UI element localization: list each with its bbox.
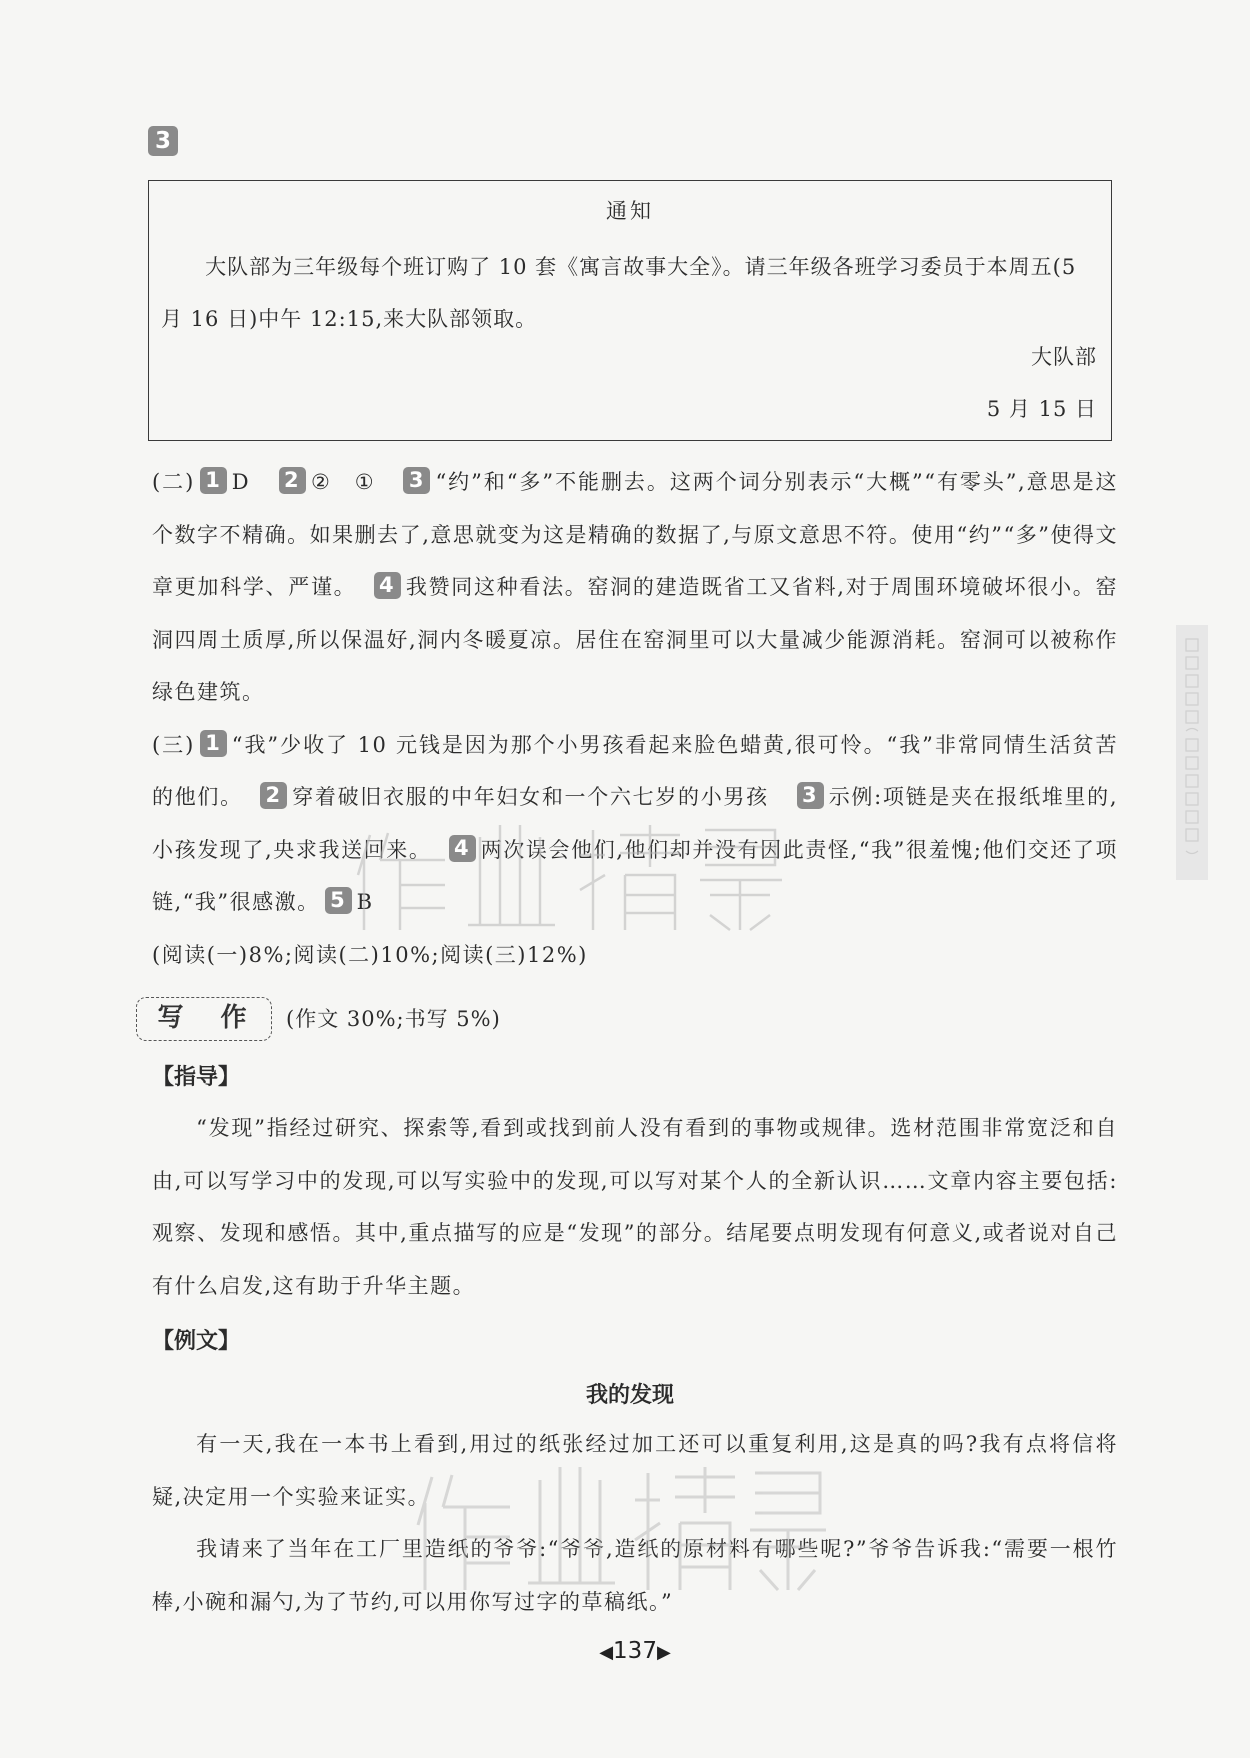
guide-heading: 【指导】 xyxy=(152,1065,241,1090)
page-number xyxy=(0,1638,1250,1664)
score-line: (阅读(一)8%;阅读(二)10%;阅读(三)12%) xyxy=(152,942,588,967)
answer-text: “约”和“多”不能删去。这两个词分别表示“大概”“有零头”,意思是这个数字不精确。如果删去了,意思就变为这是精确的数据了,与原文意思不符。使用“约”“多”使得文章更加科学、严谨。 xyxy=(152,470,1119,599)
reading-answers xyxy=(152,456,1118,981)
writing-section-label: 写 作 xyxy=(136,997,272,1041)
reading-3-answers xyxy=(152,719,1118,929)
side-tab xyxy=(1176,625,1208,880)
essay-paragraph-2: 我请来了当年在工厂里造纸的爷爷:“爷爷,造纸的原材料有哪些呢?”爷爷告诉我:“需要一根竹棒,小碗和漏勺,为了节约,可以用你写过字的草稿纸。” xyxy=(152,1537,1118,1614)
reading-2-answers xyxy=(152,456,1118,719)
answer-text: 示例:项链是夹在报纸堆里的,小孩发现了,央求我送回来。 xyxy=(152,785,1119,862)
question-badge: 1 xyxy=(200,730,227,757)
answer-text: 穿着破旧衣服的中年妇女和一个六七岁的小男孩 xyxy=(292,785,769,809)
section-number-badge: 3 xyxy=(148,126,178,156)
notice-body: 大队部为三年级每个班订购了 10 套《寓言故事大全》。请三年级各班学习委员于本周五(5 月 16 日)中午 12:15,来大队部领取。 xyxy=(161,255,1077,331)
writing-score-note: (作文 30%;书写 5%) xyxy=(286,1007,501,1031)
question-badge: 3 xyxy=(797,782,824,809)
side-tab-lettering xyxy=(1176,625,1208,880)
guide-text: “发现”指经过研究、探索等,看到或找到前人没有看到的事物或规律。选材范围非常宽泛和自由,可以写学习中的发现,可以写实验中的发现,可以写对某个人的全新认识……文章内容主要包括:观察、发现和感悟。其中,重点描写的应是“发现”的部分。结尾要点明发现有何意义,或者说对自己有什么启发,这有助于升华主题。 xyxy=(152,1116,1118,1298)
left-triangle-icon: ◀ xyxy=(599,1642,614,1663)
question-badge: 2 xyxy=(279,467,306,494)
question-badge: 4 xyxy=(449,835,476,862)
notice-date: 5 月 15 日 xyxy=(986,397,1097,421)
question-badge: 3 xyxy=(403,467,430,494)
reading-3-label: (三) xyxy=(152,732,195,757)
page-number-text: 137 xyxy=(613,1638,657,1664)
answer-text: 两次误会他们,他们却并没有因此责怪,“我”很羞愧;他们交还了项链,“我”很感激。 xyxy=(152,837,1118,914)
essay-paragraph-1: 有一天,我在一本书上看到,用过的纸张经过加工还可以重复利用,这是真的吗?我有点将信将疑,决定用一个实验来证实。 xyxy=(152,1432,1118,1509)
right-triangle-icon: ▶ xyxy=(656,1642,671,1663)
essay-title: 我的发现 xyxy=(585,1383,674,1408)
question-badge: 5 xyxy=(325,887,352,914)
answer-text: B xyxy=(356,890,374,914)
notice-signature: 大队部 xyxy=(1031,345,1097,369)
question-badge: 2 xyxy=(260,782,287,809)
question-badge: 1 xyxy=(200,467,227,494)
notice-box xyxy=(148,180,1112,441)
answer-text: ② ① xyxy=(310,470,376,494)
notice-title: 通知 xyxy=(606,199,654,223)
question-badge: 4 xyxy=(374,572,401,599)
example-heading: 【例文】 xyxy=(152,1329,241,1354)
reading-2-label: (二) xyxy=(152,470,195,494)
answer-text: 我赞同这种看法。窑洞的建造既省工又省料,对于周围环境破坏很小。窑洞四周土质厚,所以保温好,洞内冬暖夏凉。居住在窑洞里可以大量减少能源消耗。窑洞可以被称作绿色建筑。 xyxy=(152,575,1118,704)
answer-text: “我”少收了 10 元钱是因为那个小男孩看起来脸色蜡黄,很可怜。“我”非常同情生活贫苦的他们。 xyxy=(152,732,1118,809)
answer-text: D xyxy=(231,470,251,494)
